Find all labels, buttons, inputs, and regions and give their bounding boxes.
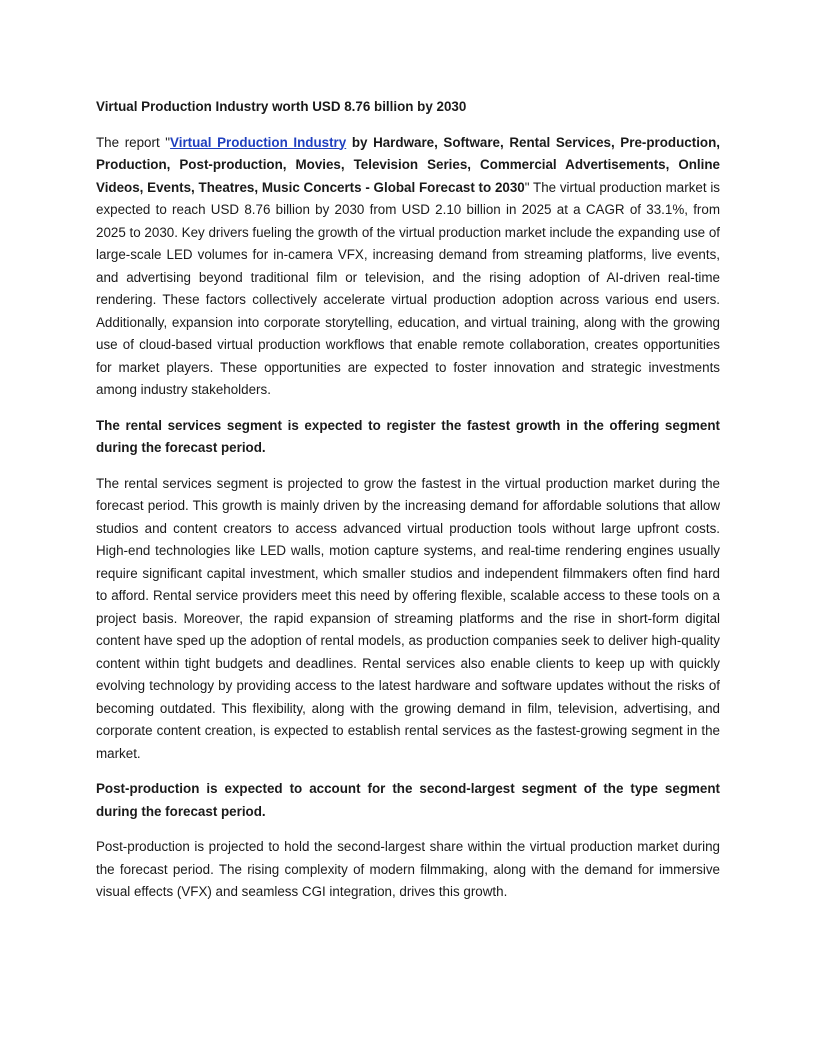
document-page xyxy=(96,96,720,917)
intro-paragraph xyxy=(96,132,720,402)
intro-prefix: The report " xyxy=(96,134,171,150)
report-link[interactable]: Virtual Production Industry xyxy=(170,134,347,150)
section-heading-post-production: Post-production is expected to account for the second-largest segment of the type segment during the forecast period. xyxy=(96,781,720,819)
page-title: Virtual Production Industry worth USD 8.76 billion by 2030 xyxy=(96,99,467,114)
report-title-rest: by Hardware, Software, Rental Services, Pre-production, Production, Post-production, Movies, Television Series, Commercial Advertisements, Online Videos, Events, Theatres, Music Concerts - Global Forecast to 2030 xyxy=(96,134,720,195)
intro-quote-close: " xyxy=(524,179,530,195)
section-body-post-production: Post-production is projected to hold the second-largest share within the virtual production market during the forecast period. The rising complexity of modern filmmaking, along with the demand for immersive visual effects (VFX) and seamless CGI integration, drives this growth. xyxy=(96,839,720,899)
section-heading-rental: The rental services segment is expected to register the fastest growth in the offering segment during the forecast period. xyxy=(96,417,720,455)
intro-body: The virtual production market is expected to reach USD 8.76 billion by 2030 from USD 2.10 billion in 2025 at a CAGR of 33.1%, from 2025 to 2030. Key drivers fueling the growth of the virtual production market include the expanding use of large-scale LED volumes for in-camera VFX, increasing demand from streaming platforms, live events, and advertising beyond traditional film or television, and the rising adoption of AI-driven real-time rendering. These factors collectively accelerate virtual production adoption across various end users. Additionally, expansion into corporate storytelling, education, and virtual training, along with the growing use of cloud-based virtual production workflows that enable remote collaboration, creates opportunities for market players. These opportunities are expected to foster innovation and strategic investments among industry stakeholders. xyxy=(96,179,720,397)
section-body-rental: The rental services segment is projected to grow the fastest in the virtual production market during the forecast period. This growth is mainly driven by the increasing demand for affordable solutions that allow studios and content creators to access advanced virtual production tools without large upfront costs. High-end technologies like LED walls, motion capture systems, and real-time rendering engines usually require significant capital investment, which smaller studios and independent filmmakers often find hard to afford. Rental service providers meet this need by offering flexible, scalable access to these tools on a project basis. Moreover, the rapid expansion of streaming platforms and the rise in short-form digital content have sped up the adoption of rental models, as production companies seek to deliver high-quality content within tight budgets and deadlines. Rental services also enable clients to keep up with quickly evolving technology by providing access to the latest hardware and software updates without the risks of becoming outdated. This flexibility, along with the growing demand in film, television, advertising, and corporate content creation, is expected to establish rental services as the fastest-growing segment in the market. xyxy=(96,475,720,761)
